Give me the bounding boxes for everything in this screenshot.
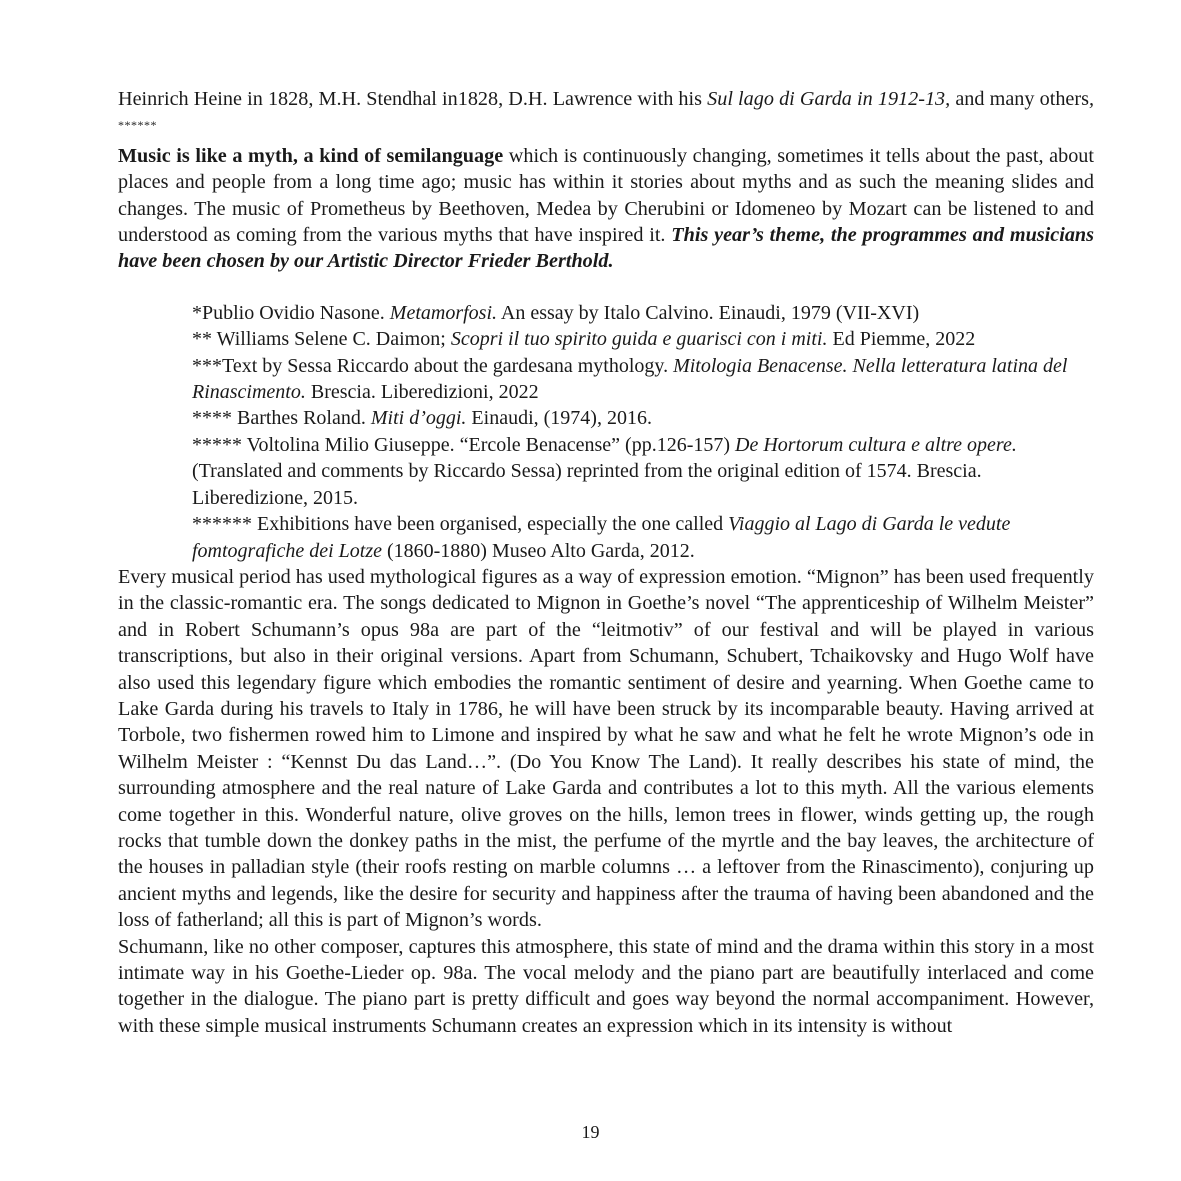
footnote-marker: ****** bbox=[118, 118, 157, 133]
myth-lead: Music is like a myth, a kind of semilanguage bbox=[118, 144, 504, 167]
footnote-title: De Hortorum cultura e altre opere. bbox=[735, 433, 1017, 456]
footnote-text: Brescia. Liberedizioni, 2022 bbox=[305, 381, 539, 404]
footnotes bbox=[192, 300, 1092, 564]
footnote-title: Mitologia Benacense. Nella letteratura latina del Rinascimento. bbox=[192, 354, 1068, 404]
footnote-title: Scopri il tuo spirito guida e guarisci con i miti. bbox=[450, 328, 828, 351]
footnote-text: (1860-1880) Museo Alto Garda, 2012. bbox=[381, 539, 695, 562]
footnote-text: ****** Exhibitions have been organised, especially the one called bbox=[192, 513, 729, 536]
footnote-text: **** Barthes Roland. bbox=[192, 407, 371, 430]
footnote-title: Miti d’oggi. bbox=[370, 407, 467, 430]
intro-paragraph bbox=[118, 86, 1094, 143]
footnote-title: Viaggio al Lago di Garda le vedute fomtografiche dei Lotze bbox=[192, 513, 1011, 562]
footnote bbox=[192, 405, 1092, 431]
page-number: 19 bbox=[581, 1122, 600, 1142]
myth-closing: This year’s theme, the programmes and musicians have been chosen by our Artistic Director Frieder Berthold. bbox=[118, 224, 1095, 273]
footnote bbox=[192, 326, 1092, 352]
footnote-text: ***** Voltolina Milio Giuseppe. “Ercole Benacense” (pp.126-157) bbox=[192, 433, 736, 456]
footnote bbox=[192, 300, 1092, 326]
footnote-text: (Translated and comments by Riccardo Sessa) reprinted from the original edition of 1574. Brescia. Liberedizione, 2015. bbox=[192, 460, 982, 509]
myth-paragraph bbox=[118, 143, 1094, 275]
schumann-paragraph: Schumann, like no other composer, captures this atmosphere, this state of mind and the drama within this story in a most intimate way in his Goethe-Lieder op. 98a. The vocal melody and the piano part are beautifully interlaced and come together in the dialogue. The piano part is pretty difficult and goes way beyond the normal accompaniment. However, with these simple musical instruments Schumann creates an expression which in its intensity is without bbox=[118, 935, 1094, 1037]
footnote-text: ***Text by Sessa Riccardo about the gardesana mythology. bbox=[192, 354, 674, 377]
mignon-paragraph: Every musical period has used mythological figures as a way of expression emotion. “Mignon” has been used frequently in the classic-romantic era. The songs dedicated to Mignon in Goethe’s novel “The apprenticeship of Wilhelm Meister” and in Robert Schumann’s opus 98a are part of the “leitmotiv” of our festival and will be played in various transcriptions, but also in their original versions. Apart from Schumann, Schubert, Tchaikovsky and Hugo Wolf have also used this legendary figure which embodies the romantic sentiment of desire and yearning. When Goethe came to Lake Garda during his travels to Italy in 1786, he will have been struck by its incomparable beauty. Having arrived at Torbole, two fishermen rowed him to Limone and inspired by what he saw and what he felt he wrote Mignon’s ode in Wilhelm Meister : “Kennst Du das Land…”. (Do You Know The Land). It really describes his state of mind, the surrounding atmosphere and the real nature of Lake Garda and contributes a lot to this myth. All the various elements come together in this. Wonderful nature, olive groves on the hills, lemon trees in flower, winds getting up, the rough rocks that tumble down the donkey paths in the mist, the perfume of the myrtle and the bay leaves, the architecture of the houses in palladian style (their roofs resting on marble columns … a leftover from the Rinascimento), conjuring up ancient myths and legends, like the desire for security and happiness after the trauma of having been abandoned and the loss of fatherland; all this is part of Mignon’s words. bbox=[118, 565, 1094, 932]
intro-work-title: Sul lago di Garda in 1912-13, bbox=[707, 88, 951, 110]
intro-text-end: and many others bbox=[950, 88, 1089, 110]
footnote-title: Metamorfosi. bbox=[389, 301, 497, 324]
footnote bbox=[192, 511, 1092, 564]
intro-comma: , bbox=[1088, 88, 1094, 110]
intro-text: Heinrich Heine in 1828, M.H. Stendhal in1828, D.H. Lawrence with his bbox=[118, 88, 708, 110]
footnote-text: Einaudi, (1974), 2016. bbox=[466, 407, 652, 430]
page-body bbox=[118, 86, 1094, 1039]
footnote-text: Ed Piemme, 2022 bbox=[827, 328, 976, 351]
footnote-text: *Publio Ovidio Nasone. bbox=[192, 301, 390, 324]
footnote-text: An essay by Italo Calvino. Einaudi, 1979 (VII-XVI) bbox=[497, 301, 920, 324]
footnote bbox=[192, 432, 1092, 511]
myth-text: which is continuously changing, sometimes it tells about the past, about places and people from a long time ago; music has within it stories about myths and as such the meaning slides and changes. The music of Prometheus by Beethoven, Medea by Cherubini or Idomeneo by Mozart can be listened to and understood as coming from the various myths that have inspired it. bbox=[118, 144, 1095, 247]
footnote bbox=[192, 353, 1092, 406]
footnote-text: ** Williams Selene C. Daimon; bbox=[192, 328, 451, 351]
